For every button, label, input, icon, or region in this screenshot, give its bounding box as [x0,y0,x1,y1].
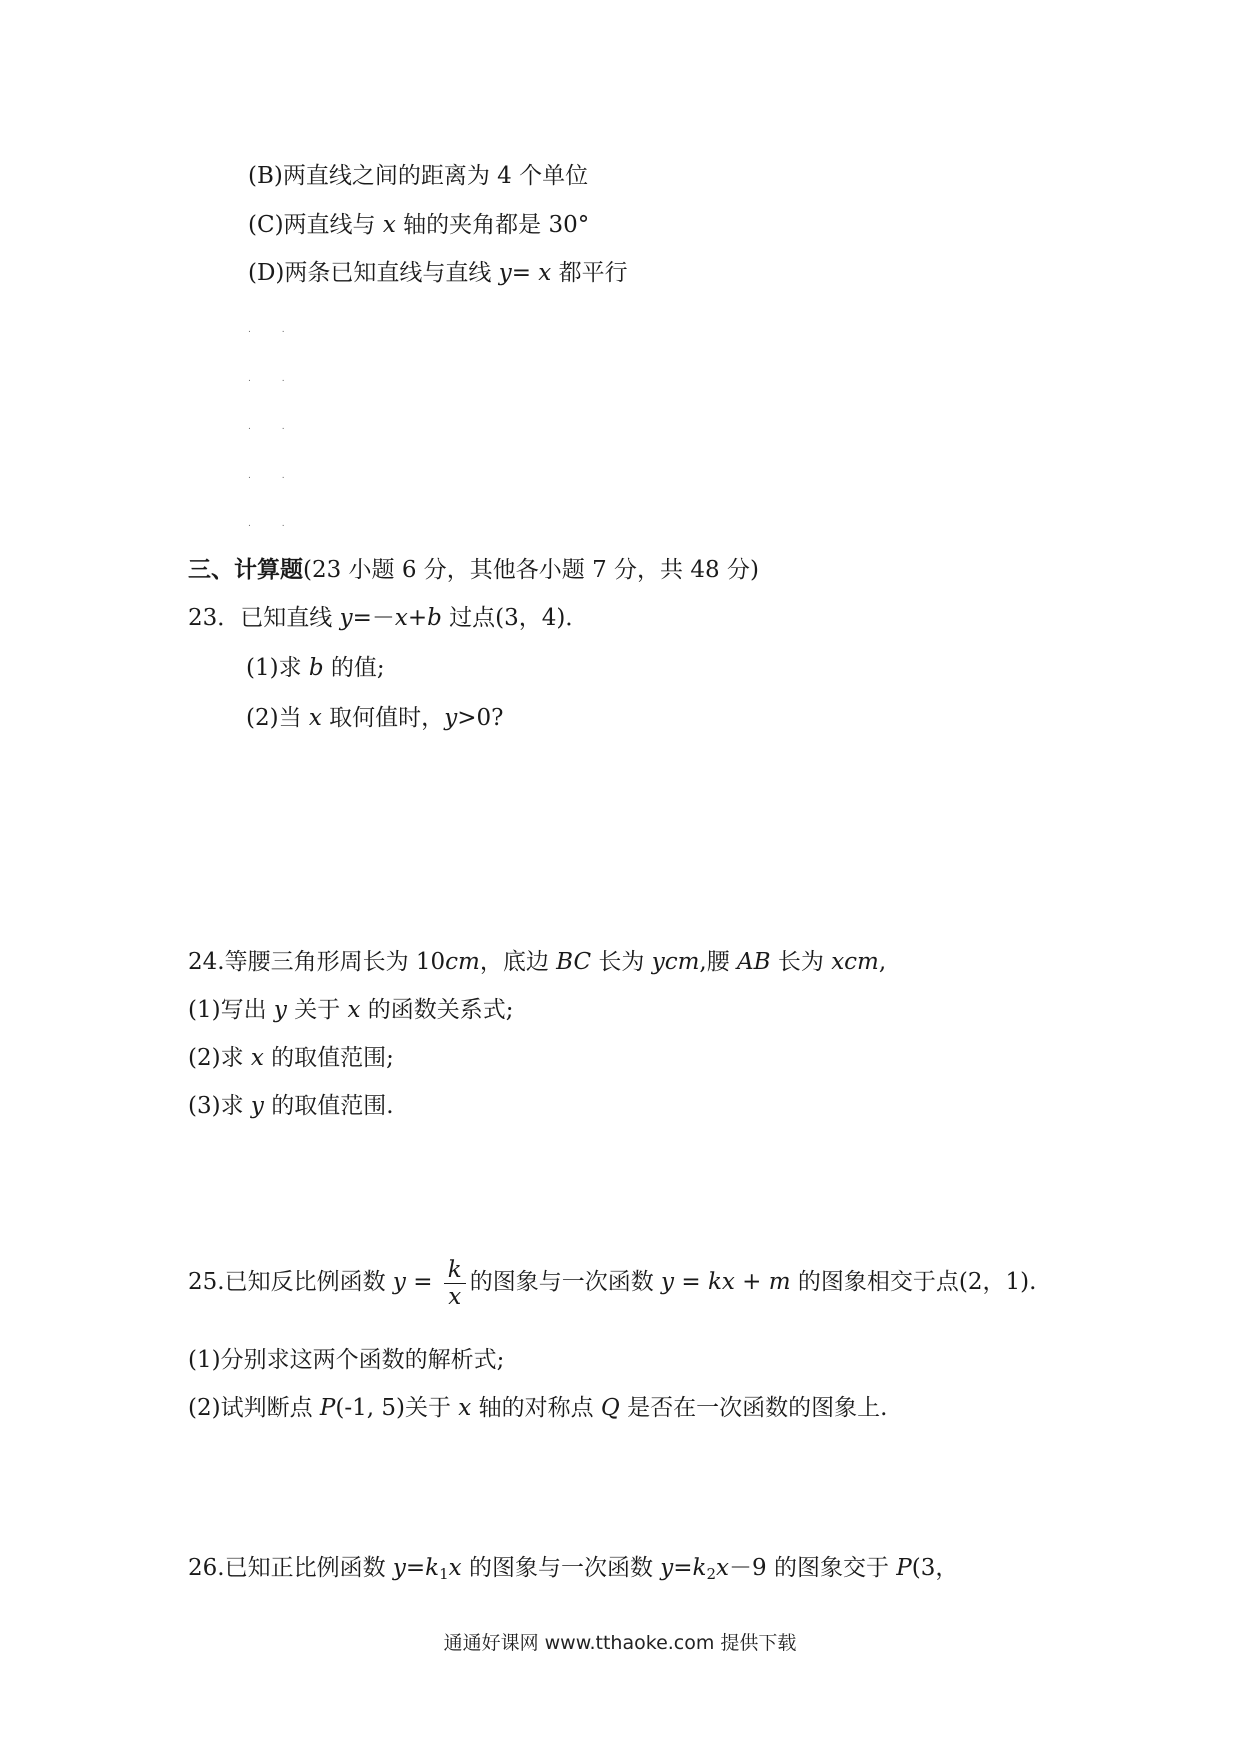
q24-p1-text-mid: 关于 [286,997,348,1023]
fraction-denominator: x [444,1283,466,1310]
q23-p2-var-y: y [444,705,458,731]
q23-var-x: x [394,605,408,631]
q23-p2-text-mid: 取何值时， [321,705,445,731]
q26-text-mid: 的图象与一次函数 [461,1555,661,1581]
q25-var-y: y [392,1269,406,1295]
option-d-suffix: 都平行 [551,260,628,286]
q23-p1-var-b: b [308,655,324,681]
fraction-k-over-x [444,1257,466,1310]
fraction-numerator: k [447,1256,462,1283]
q25-equals-2: = [674,1269,708,1295]
question-23 [188,603,588,633]
q23-text-end: 过点(3，4)． [441,605,589,631]
question-24-part-3 [188,1091,394,1121]
q24-var-bc: BC [556,949,592,975]
q25-text-end: 的图象相交于点(2，1). [790,1269,1037,1295]
q24-p1-var-y: y [273,997,287,1023]
q25-plus: + [734,1269,769,1295]
q26-var-y2: y [660,1555,674,1581]
option-d-var-x: x [538,260,552,286]
q24-var-xcm: xcm [831,949,879,975]
q23-var-b: b [427,605,442,631]
q25-p2-coord: (-1, 5) [335,1395,405,1421]
q24-p3-text: (3)求 [188,1093,251,1119]
q25-p2-text-mid: 关于 [404,1395,459,1421]
option-d-var-y: y [498,260,512,286]
question-25-part-1 [188,1345,504,1375]
q24-text-3: 长为 [591,949,652,975]
q24-text-5: 长为 [770,949,832,975]
q24-p2-var-x: x [250,1045,264,1071]
q26-equals-2: = [673,1555,693,1581]
q24-text-4: ,腰 [699,949,738,975]
question-24-part-2 [188,1043,394,1073]
q26-var-k2: k [692,1555,707,1581]
q24-var-ab: AB [737,949,771,975]
scan-dots: . . [248,471,299,481]
q25-p2-text-end: 是否在一次函数的图象上. [619,1395,888,1421]
q26-equals: = [405,1555,426,1581]
q24-text-end: , [878,949,887,975]
q23-p2-var-x: x [308,705,322,731]
q23-var-y: y [339,605,353,631]
q24-p1-var-x: x [347,997,361,1023]
q25-p2-var-p: P [319,1395,336,1421]
q26-var-k1: k [425,1555,440,1581]
option-c-var-x: x [382,212,396,238]
q23-p2-text-end: >0? [457,705,504,731]
q25-p2-text-mid2: 轴的对称点 [471,1395,601,1421]
q24-p1-text-end: 的函数关系式; [360,997,514,1023]
q25-var-kx: kx [707,1269,735,1295]
scan-dots: . . [248,325,299,335]
scan-dots: . . [248,422,299,432]
scan-dots: . . [248,519,299,529]
option-b [248,161,588,191]
q25-var-y2: y [661,1269,675,1295]
q25-p2-var-q: Q [600,1395,620,1421]
question-23-part-2 [246,703,503,733]
q26-sub-1: 1 [439,1565,449,1583]
q23-text: 23．已知直线 [188,605,340,631]
q26-var-y: y [392,1555,406,1581]
question-25 [188,1252,1036,1312]
q26-text: 26.已知正比例函数 [188,1555,393,1581]
section-heading [188,555,759,585]
q23-p1-text: (1)求 [246,655,309,681]
q26-var-x2: x [716,1555,730,1581]
q24-text: 24.等腰三角形周长为 10 [188,949,446,975]
option-b-text: (B)两直线之间的距离为 4 个单位 [248,163,589,189]
q24-unit-cm: cm [445,949,480,975]
scan-dots: . . [248,374,299,384]
q24-p3-var-y: y [250,1093,264,1119]
question-26 [188,1553,958,1589]
q24-text-2: ，底边 [479,949,557,975]
option-c [248,210,589,240]
q26-var-p: P [896,1555,912,1581]
question-25-part-2 [188,1393,887,1423]
q24-p2-text: (2)求 [188,1045,251,1071]
q25-equals: = [405,1269,440,1295]
q24-var-ycm: ycm [651,949,700,975]
q26-text-end: (3， [911,1555,959,1581]
page-footer: 通通好课网 www.tthaoke.com 提供下载 [443,1632,797,1654]
section-title: 三、计算题 [188,557,303,583]
option-c-suffix: 轴的夹角都是 30° [395,212,590,238]
question-23-part-1 [246,653,385,683]
question-24-part-1 [188,995,514,1025]
question-24 [188,947,886,977]
q26-text-mid2: 的图象交于 [766,1555,897,1581]
option-d [248,258,628,288]
section-note: (23 小题 6 分，其他各小题 7 分，共 48 分) [303,557,759,583]
option-d-equals: = [511,260,539,286]
q23-plus: + [407,605,428,631]
q26-minus-9: －9 [729,1555,767,1581]
q25-var-m: m [768,1269,791,1295]
q26-sub-2: 2 [706,1565,717,1583]
q24-p2-text-end: 的取值范围; [263,1045,394,1071]
q25-text-mid: 的图象与一次函数 [469,1269,662,1295]
q23-p2-text: (2)当 [246,705,309,731]
option-d-prefix: (D)两条已知直线与直线 [248,260,499,286]
q24-p1-text: (1)写出 [188,997,274,1023]
option-c-prefix: (C)两直线与 [248,212,383,238]
q26-var-x: x [448,1555,462,1581]
q25-p2-var-x: x [458,1395,472,1421]
q24-p3-text-end: 的取值范围. [263,1093,394,1119]
q25-p2-text: (2)试判断点 [188,1395,320,1421]
q25-p1-text: (1)分别求这两个函数的解析式; [188,1347,505,1373]
q23-p1-text-end: 的值; [323,655,385,681]
q23-equals: =－ [352,605,395,631]
q25-text: 25.已知反比例函数 [188,1269,393,1295]
